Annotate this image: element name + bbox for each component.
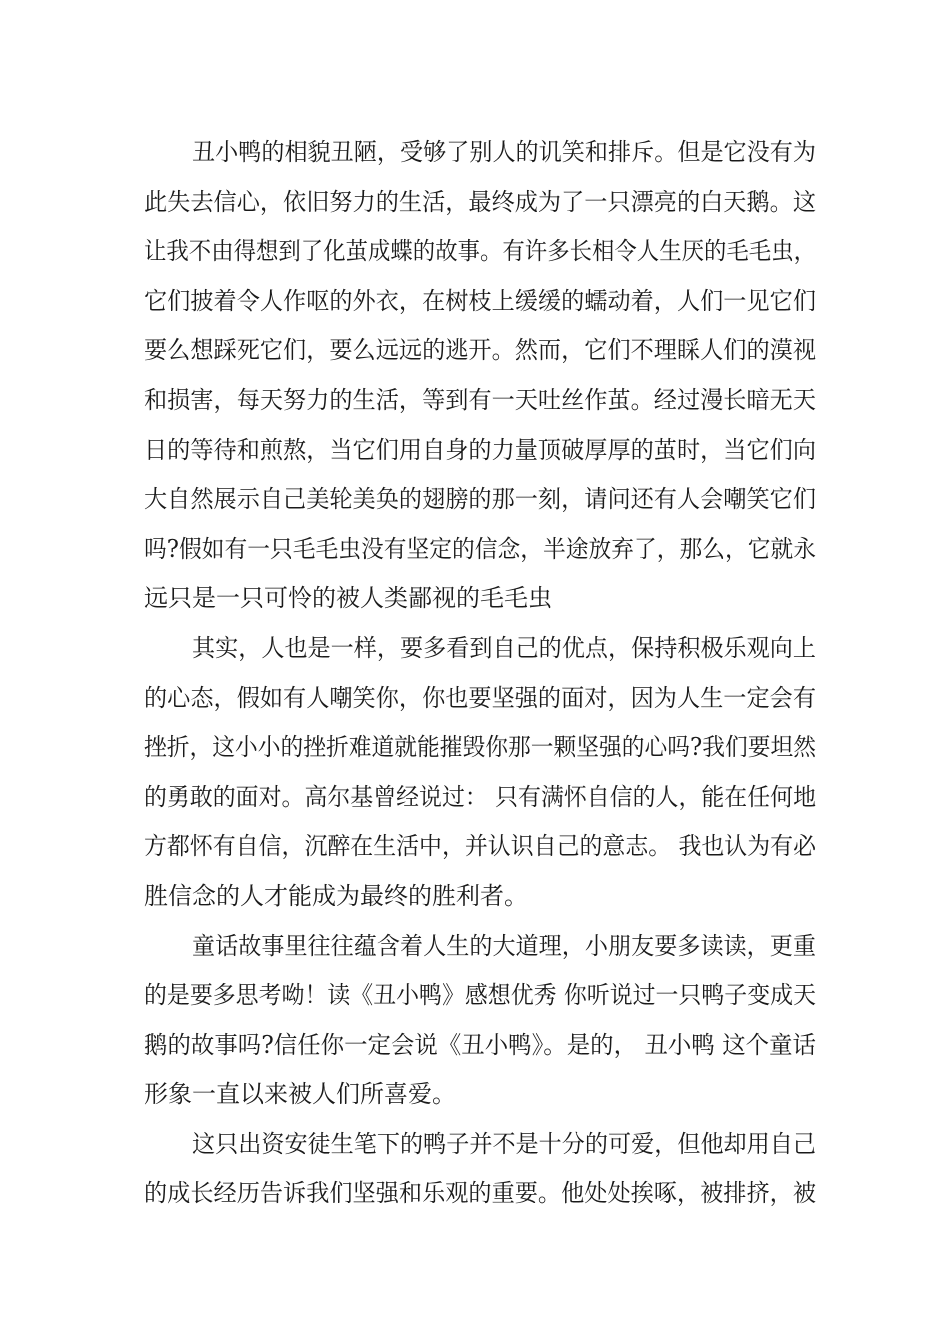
document-body <box>144 128 816 1219</box>
text-line: 鹅的故事吗?信任你一定会说《丑小鸭》。是的， 丑小鸭 这个童话 <box>144 1030 816 1059</box>
text-line: 的心态，假如有人嘲笑你，你也要坚强的面对，因为人生一定会有 <box>144 683 816 712</box>
text-line: 吗?假如有一只毛毛虫没有坚定的信念，半途放弃了，那么，它就永 <box>144 534 816 563</box>
text-line: 这只出资安徒生笔下的鸭子并不是十分的可爱，但他却用自己 <box>192 1129 816 1158</box>
text-line: 和损害，每天努力的生活，等到有一天吐丝作茧。经过漫长暗无天 <box>144 385 816 414</box>
text-line: 日的等待和煎熬，当它们用自身的力量顶破厚厚的茧时，当它们向 <box>144 435 816 464</box>
text-line: 远只是一只可怜的被人类鄙视的毛毛虫 <box>144 584 552 613</box>
text-line: 挫折，这小小的挫折难道就能摧毁你那一颗坚强的心吗?我们要坦然 <box>144 733 816 762</box>
text-line: 形象一直以来被人们所喜爱。 <box>144 1080 456 1109</box>
text-line: 此失去信心，依旧努力的生活，最终成为了一只漂亮的白天鹅。这 <box>144 187 816 216</box>
text-line: 要么想踩死它们，要么远远的逃开。然而，它们不理睬人们的漠视 <box>144 336 816 365</box>
paragraph-4 <box>144 1120 816 1219</box>
paragraph-1 <box>144 128 816 624</box>
text-line: 胜信念的人才能成为最终的胜利者。 <box>144 881 528 910</box>
text-line: 丑小鸭的相貌丑陋，受够了别人的讥笑和排斥。但是它没有为 <box>192 138 816 166</box>
text-line: 的成长经历告诉我们坚强和乐观的重要。他处处挨啄，被排挤，被 <box>144 1179 816 1208</box>
text-line: 它们披着令人作呕的外衣，在树枝上缓缓的蠕动着，人们一见它们 <box>144 286 816 315</box>
text-line: 的是要多思考呦！读《丑小鸭》感想优秀 你听说过一只鸭子变成天 <box>144 981 816 1010</box>
text-line: 其实，人也是一样，要多看到自己的优点，保持积极乐观向上 <box>192 633 816 662</box>
text-line: 童话故事里往往蕴含着人生的大道理，小朋友要多读读，更重 <box>192 931 816 960</box>
text-line: 的勇敢的面对。高尔基曾经说过： 只有满怀自信的人，能在任何地 <box>144 782 816 811</box>
text-line: 方都怀有自信，沉醉在生活中，并认识自己的意志。 我也认为有必 <box>144 832 816 861</box>
paragraph-2 <box>144 624 816 922</box>
paragraph-3 <box>144 922 816 1120</box>
text-line: 让我不由得想到了化茧成蝶的故事。有许多长相令人生厌的毛毛虫， <box>144 237 816 266</box>
text-line: 大自然展示自己美轮美奂的翅膀的那一刻，请问还有人会嘲笑它们 <box>144 485 816 514</box>
